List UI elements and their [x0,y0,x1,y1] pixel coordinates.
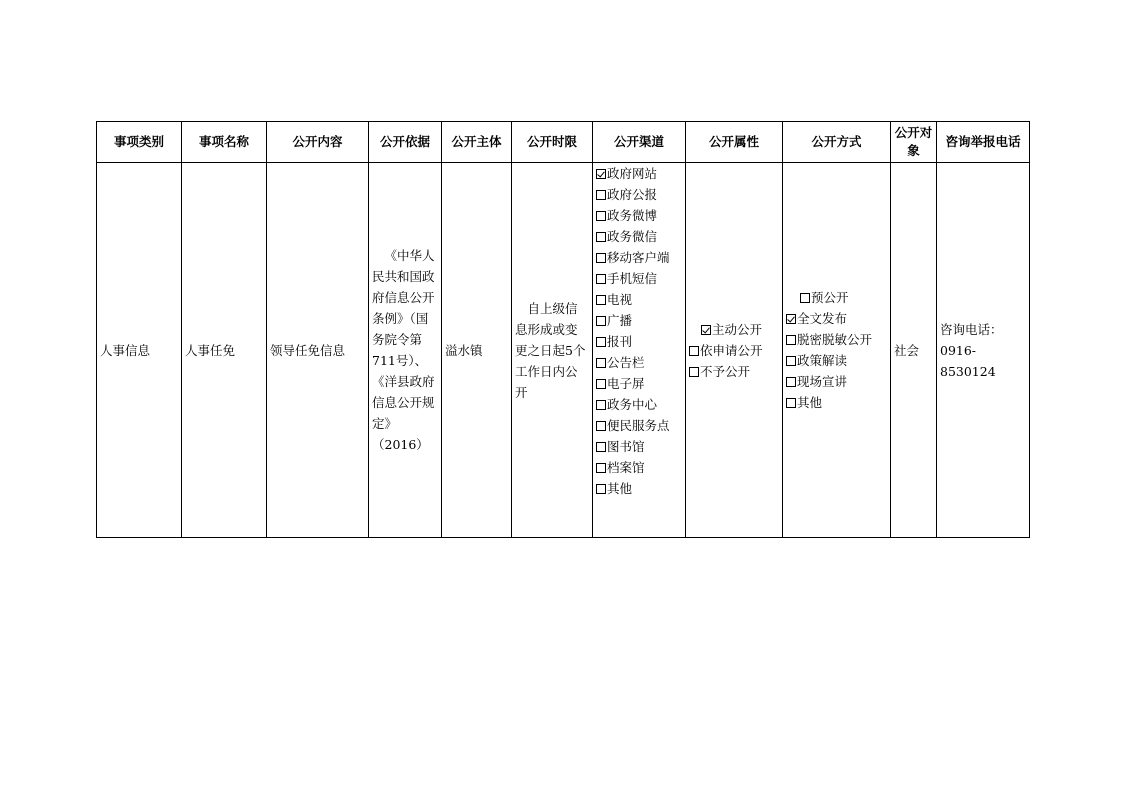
unchecked-box-icon [596,316,606,326]
option-label: 政务微信 [607,229,658,244]
unchecked-box-icon [596,463,606,473]
unchecked-box-icon [596,274,606,284]
checkbox-option [596,268,682,289]
table-row [97,163,1030,538]
option-label: 政务中心 [607,397,658,412]
checkbox-option [786,350,887,371]
checkbox-option [786,371,887,392]
option-label: 不予公开 [700,363,751,379]
option-label: 其他 [607,481,633,496]
unchecked-box-icon [786,356,796,366]
option-label: 全文发布 [797,311,848,326]
checkbox-option [596,394,682,415]
option-label: 电子屏 [607,376,645,391]
cell-time-limit [512,163,593,538]
unchecked-box-icon [786,335,796,345]
header-category: 事项类别 [97,122,182,163]
option-label: 政府网站 [607,166,658,181]
checkbox-option [596,205,682,226]
option-label: 电视 [607,292,633,307]
unchecked-box-icon [786,398,796,408]
unchecked-box-icon [786,377,796,387]
cell-subject: 溢水镇 [442,163,512,538]
option-label: 广播 [607,313,633,328]
checkbox-option [596,415,682,436]
unchecked-box-icon [596,253,606,263]
basis-text: 《中华人民共和国政府信息公开条例》（国务院令第711号）、《洋县政府信息公开规定》（2016） [372,248,435,452]
checkbox-option [596,457,682,478]
checkbox-option [596,436,682,457]
unchecked-box-icon [689,367,699,377]
header-channels: 公开渠道 [593,122,686,163]
header-item-name: 事项名称 [182,122,267,163]
header-audience: 公开对象 [891,122,937,163]
option-label: 政务微博 [607,208,658,223]
unchecked-box-icon [596,421,606,431]
checkbox-option [689,361,779,382]
checkbox-option [596,352,682,373]
option-label: 政策解读 [797,353,848,368]
checkbox-option [786,329,887,350]
header-time-limit: 公开时限 [512,122,593,163]
checkbox-option [689,319,779,340]
checkbox-option [596,184,682,205]
checkbox-option [596,289,682,310]
header-methods: 公开方式 [783,122,891,163]
unchecked-box-icon [596,295,606,305]
checkbox-option [786,392,887,413]
cell-channels [593,163,686,538]
option-label: 预公开 [811,290,849,305]
option-label: 政府公报 [607,187,658,202]
cell-audience: 社会 [891,163,937,538]
checkbox-option [596,373,682,394]
option-label: 移动客户端 [607,250,670,265]
hotline-number: 0916-8530124 [940,342,996,379]
unchecked-box-icon [596,442,606,452]
checked-box-icon [786,314,796,324]
disclosure-table [96,121,1030,538]
unchecked-box-icon [596,211,606,221]
option-label: 图书馆 [607,439,645,454]
checkbox-option [596,310,682,331]
option-label: 现场宣讲 [797,374,848,389]
hotline-label: 咨询电话： [940,321,1003,337]
cell-hotline [937,163,1030,538]
unchecked-box-icon [596,337,606,347]
option-label: 主动公开 [712,321,763,337]
header-basis: 公开依据 [369,122,442,163]
unchecked-box-icon [689,346,699,356]
cell-content: 领导任免信息 [267,163,369,538]
option-label: 公告栏 [607,355,645,370]
option-label: 手机短信 [607,271,658,286]
unchecked-box-icon [800,293,810,303]
cell-methods [783,163,891,538]
unchecked-box-icon [596,190,606,200]
option-label: 依申请公开 [700,342,763,358]
header-subject: 公开主体 [442,122,512,163]
checkbox-option [596,331,682,352]
unchecked-box-icon [596,400,606,410]
unchecked-box-icon [596,484,606,494]
attribute-list [689,319,779,382]
option-label: 脱密脱敏公开 [797,332,873,347]
checkbox-option [596,478,682,499]
option-label: 档案馆 [607,460,645,475]
header-content: 公开内容 [267,122,369,163]
checkbox-option [786,308,887,329]
header-row [97,122,1030,163]
header-attributes: 公开属性 [686,122,783,163]
cell-attributes [686,163,783,538]
channel-list [596,163,682,499]
option-label: 其他 [797,395,823,410]
cell-item-name: 人事任免 [182,163,267,538]
checked-box-icon [596,169,606,179]
method-list [786,287,887,413]
cell-basis [369,163,442,538]
option-label: 报刊 [607,334,633,349]
checkbox-option [596,247,682,268]
time-limit-text: 自上级信息形成或变更之日起5个工作日内公开 [515,300,586,400]
option-label: 便民服务点 [607,418,670,433]
checkbox-option [596,226,682,247]
checked-box-icon [701,325,711,335]
cell-category: 人事信息 [97,163,182,538]
checkbox-option [596,163,682,184]
unchecked-box-icon [596,379,606,389]
checkbox-option [689,340,779,361]
unchecked-box-icon [596,232,606,242]
unchecked-box-icon [596,358,606,368]
header-hotline: 咨询举报电话 [937,122,1030,163]
checkbox-option [786,287,887,308]
